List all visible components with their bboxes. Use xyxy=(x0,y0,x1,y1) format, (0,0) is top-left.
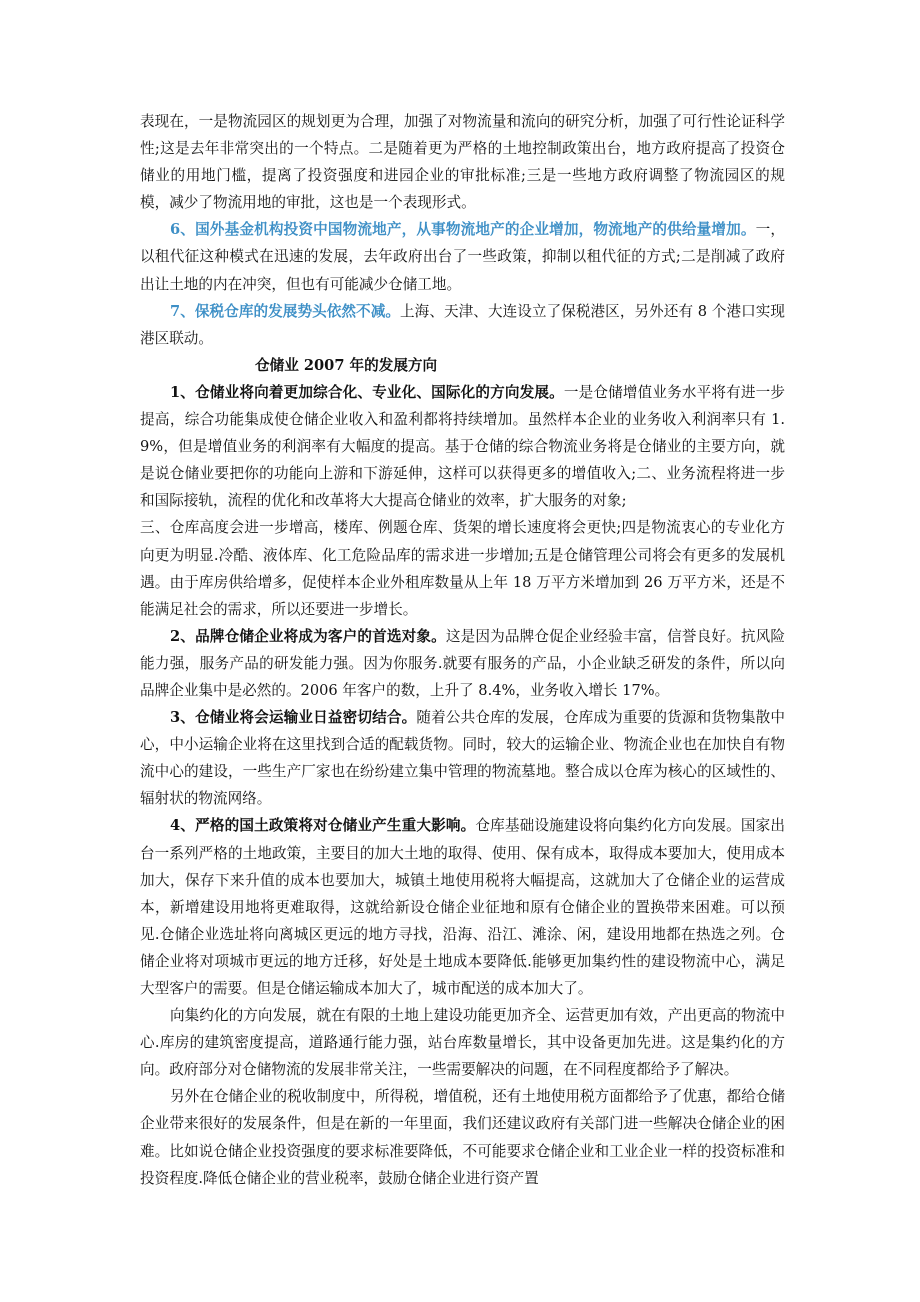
paragraph-direction-3: 3、仓储业将会运输业日益密切结合。随着公共仓库的发展，仓库成为重要的货源和货物集散中心，中小运输企业将在这里找到合适的配载货物。同时，较大的运输企业、物流企业也在加快自有物流中心的建设，一些生产厂家也在纷纷建立集中管理的物流墓地。整合成以仓库为核心的区域性的、辐射状的物流网络。 xyxy=(140,709,786,808)
bold-heading-2: 2、品牌仓储企业将成为客户的首选对象。 xyxy=(170,627,446,645)
paragraph-direction-4: 4、严格的国土政策将对仓储业产生重大影响。仓库基础设施建设将向集约化方向发展。国家出台一系列严格的土地政策，主要目的加大土地的取得、使用、保有成本，取得成本要加大，使用成本加大，保存下来升值的成本也要加大，城镇土地使用税将大幅提高，这就加大了仓储企业的运营成本，新增建设用地将更难取得，这就给新设仓储企业征地和原有仓储企业的置换带来困难。可以预见.仓储企业选址将向离城区更远的地方寻找，沿海、沿江、滩涂、闲，建设用地都在热选之列。仓储企业将对项城市更远的地方迁移，好处是土地成本要降低.能够更加集约性的建设物流中心，满足大型客户的需要。但是仓储运输成本加大了，城市配送的成本加大了。 xyxy=(140,817,785,997)
paragraph-direction-2: 2、品牌仓储企业将成为客户的首选对象。这是因为品牌仓促企业经验丰富，信誉良好。抗风险能力强，服务产品的研发能力强。因为你服务.就要有服务的产品，小企业缺乏研发的条件，所以向品牌企业集中是必然的。2006 年客户的数，上升了 8.4%，业务收入增长 17%。 xyxy=(140,627,785,699)
paragraph-park-planning: 表现在，一是物流园区的规划更为合理，加强了对物流量和流向的研究分析，加强了可行性论证科学性;这是去年非常突出的一个特点。二是随着更为严格的土地控制政策出台，地方政府提高了投资仓储业的用地门槛，提离了投资强度和进园企业的审批标准;三是一些地方政府调整了物流园区的规模，减少了物流用地的审批，这也是一个表现形式。 xyxy=(140,113,785,212)
paragraph-intensive: 向集约化的方向发展，就在有限的土地上建设功能更加齐全、运营更加有效，产出更高的物流中心.库房的建筑密度提高，道路通行能力强，站台库数量增长，其中设备更加先进。这是集约化的方向。政府部分对仓储物流的发展非常关注，一些需要解决的问题，在不同程度都给予了解决。 xyxy=(140,1007,785,1079)
bold-heading-3: 3、仓储业将会运输业日益密切结合。 xyxy=(170,709,417,727)
paragraph-item-7: 7、保税仓库的发展势头依然不减。上海、天津、大连设立了保税港区，另外还有 8 个港口实现港区联动。 xyxy=(140,302,785,347)
document-body xyxy=(140,108,785,1192)
highlight-heading-7: 7、保税仓库的发展势头依然不减。 xyxy=(170,302,401,320)
paragraph-item-6: 6、国外基金机构投资中国物流地产，从事物流地产的企业增加，物流地产的供给量增加。一，以租代征这种模式在迅速的发展，去年政府出台了一些政策，抑制以租代征的方式;二是削减了政府出让土地的内在冲突，但也有可能减少仓储工地。 xyxy=(140,221,785,293)
paragraph-direction-1: 1、仓储业将向着更加综合化、专业化、国际化的方向发展。一是仓储增值业务水平将有进一步提高，综合功能集成使仓储企业收入和盈利都将持续增加。虽然样本企业的业务收入利润率只有 1.9%，但是增值业务的利润率有大幅度的提高。基于仓储的综合物流业务将是仓储业的主要方向，就是说仓储业要把你的功能向上游和下游延伸，这样可以获得更多的增值收入;二、业务流程将进一步和国际接轨，流程的优化和改革将大大提高仓储业的效率，扩大服务的对象; xyxy=(140,383,785,510)
bold-heading-4: 4、严格的国土政策将对仓储业产生重大影响。 xyxy=(170,817,476,835)
paragraph-tax: 另外在仓储企业的税收制度中，所得税，增值税，还有土地使用税方面都给予了优惠，都给仓储企业带来很好的发展条件，但是在新的一年里面，我们还建议政府有关部门进一些解决仓储企业的困难。比如说仓储企业投资强度的要求标准要降低，不可能要求仓储企业和工业企业一样的投资标准和投资程度.降低仓储企业的营业税率，鼓励仓储企业进行资产置 xyxy=(140,1088,785,1187)
section-title: 仓储业 2007 年的发展方向 xyxy=(255,356,438,374)
highlight-heading-6: 6、国外基金机构投资中国物流地产，从事物流地产的企业增加，物流地产的供给量增加。 xyxy=(170,221,756,239)
bold-heading-1: 1、仓储业将向着更加综合化、专业化、国际化的方向发展。 xyxy=(170,383,564,401)
paragraph-direction-1-cont: 三、仓库高度会进一步增高，楼库、例题仓库、货架的增长速度将会更快;四是物流衷心的专业化方向更为明显.冷酷、液体库、化工危险品库的需求进一步增加;五是仓储管理公司将会有更多的发展机遇。由于库房供给增多，促使样本企业外租库数量从上年 18 万平方米增加到 26 万平方米，还是不能满足社会的需求，所以还要进一步增长。 xyxy=(140,519,785,618)
